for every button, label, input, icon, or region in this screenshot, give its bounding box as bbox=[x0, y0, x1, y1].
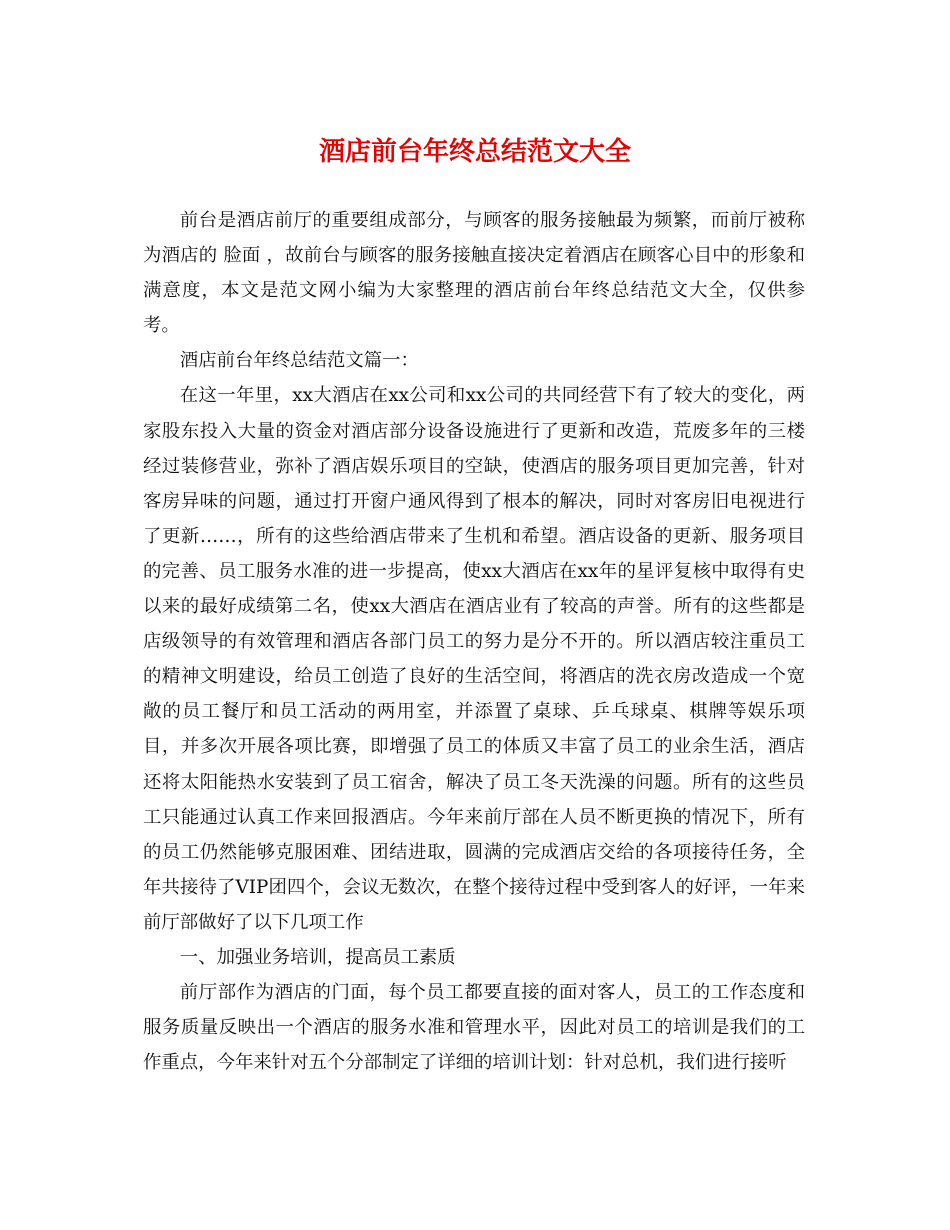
paragraph-main: 在这一年里，xx大酒店在xx公司和xx公司的共同经营下有了较大的变化，两家股东投入大量的资金对酒店部分设备设施进行了更新和改造，荒废多年的三楼经过装修营业，弥补了酒店娱乐项目的空缺，使酒店的服务项目更加完善，针对客房异味的问题，通过打开窗户通风得到了根本的解决，同时对客房旧电视进行了更新……，所有的这些给酒店带来了生机和希望。酒店设备的更新、服务项目的完善、员工服务水准的进一步提高，使xx大酒店在xx年的星评复核中取得有史以来的最好成绩第二名，使xx大酒店在酒店业有了较高的声誉。所有的这些都是店级领导的有效管理和酒店各部门员工的努力是分不开的。所以酒店较注重员工的精神文明建设，给员工创造了良好的生活空间，将酒店的洗衣房改造成一个宽敞的员工餐厅和员工活动的两用室，并添置了桌球、乒乓球桌、棋牌等娱乐项目，并多次开展各项比赛，即增强了员工的体质又丰富了员工的业余生活，酒店还将太阳能热水安装到了员工宿舍，解决了员工冬天洗澡的问题。所有的这些员工只能通过认真工作来回报酒店。今年来前厅部在人员不断更换的情况下，所有的员工仍然能够克服困难、团结进取，圆满的完成酒店交给的各项接待任务，全年共接待了VIP团四个，会议无数次，在整个接待过程中受到客人的好评，一年来前厅部做好了以下几项工作 bbox=[143, 385, 805, 933]
paragraph-subheading: 一、加强业务培训，提高员工素质 bbox=[179, 946, 456, 968]
paragraph-section-heading: 酒店前台年终总结范文篇一： bbox=[179, 350, 419, 372]
paragraph-intro: 前台是酒店前厅的重要组成部分，与顾客的服务接触最为频繁，而前厅被称为酒店的 脸面 ，故前台与顾客的服务接触直接决定着酒店在顾客心目中的形象和满意度，本文是范文网小编为大家整理的酒店前台年终总结范文大全，仅供参考。 bbox=[143, 210, 805, 337]
document-body bbox=[143, 203, 805, 1080]
document-title: 酒店前台年终总结范文大全 bbox=[318, 137, 631, 167]
paragraph-training: 前厅部作为酒店的门面，每个员工都要直接的面对客人，员工的工作态度和服务质量反映出一个酒店的服务水准和管理水平，因此对员工的培训是我们的工作重点，今年来针对五个分部制定了详细的培训计划：针对总机，我们进行接听 bbox=[143, 982, 805, 1074]
